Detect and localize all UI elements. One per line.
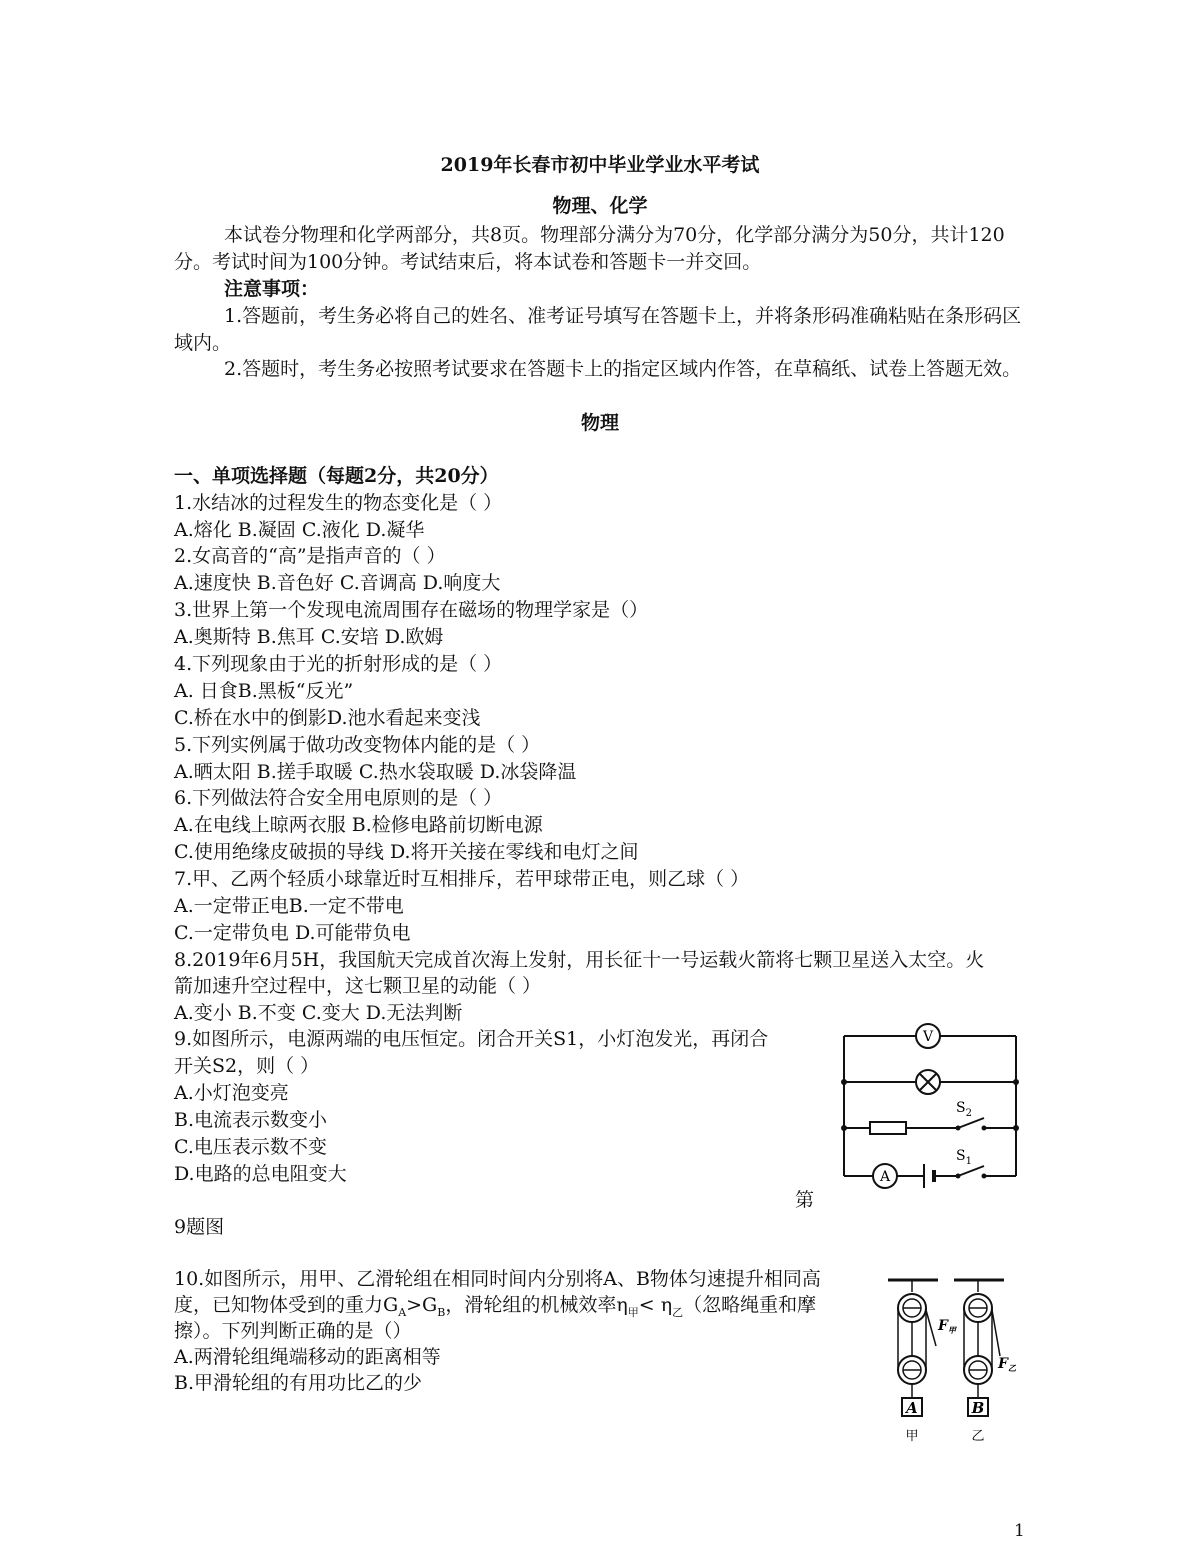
- pulley-yi-fixed-icon: [964, 1294, 992, 1322]
- question-10-line-3: 擦）。下列判断正确的是（）: [174, 1320, 412, 1342]
- force-jia-label: $F_甲$: [938, 1318, 956, 1335]
- question-10-option-a: A.两滑轮组绳端移动的距离相等: [174, 1346, 441, 1368]
- question-9-line-2: 开关S2，则（ ）: [174, 1055, 320, 1077]
- question-5: 5.下列实例属于做功改变物体内能的是（ ）: [174, 734, 541, 756]
- notice-heading: 注意事项：: [224, 278, 320, 300]
- question-3-options: A.奥斯特 B.焦耳 C.安培 D.欧姆: [174, 626, 444, 648]
- question-6-options-1: A.在电线上晾两衣服 B.检修电路前切断电源: [174, 814, 543, 836]
- question-7-options-1: A.一定带正电B.一定不带电: [174, 895, 404, 917]
- q10-text-3: ，滑轮组的机械效率η: [445, 1294, 628, 1316]
- exam-subtitle: 物理、化学: [552, 195, 648, 217]
- question-9-line-1: 9.如图所示，电源两端的电压恒定。闭合开关S1，小灯泡发光，再闭合: [174, 1028, 769, 1050]
- notice-item-1: [174, 303, 1026, 357]
- question-10-option-b: B.甲滑轮组的有用功比乙的少: [174, 1372, 423, 1394]
- intro-text: 本试卷分物理和化学两部分，共8页。物理部分满分为70分，化学部分满分为50分，共计120分。考试时间为100分钟。考试结束后，将本试卷和答题卡一并交回。: [174, 224, 1005, 273]
- q10-sub-a: A: [398, 1305, 407, 1319]
- question-8-line-2: 箭加速升空过程中，这七颗卫星的动能（ ）: [174, 975, 542, 997]
- exam-title: 2019年长春市初中毕业学业水平考试: [440, 154, 760, 176]
- q10-text-2: >G: [406, 1294, 438, 1316]
- q10-text-4: < η: [638, 1294, 673, 1316]
- block-a-label: A: [906, 1399, 918, 1417]
- pulley-diagram: [880, 1270, 1020, 1470]
- question-1-options: A.熔化 B.凝固 C.液化 D.凝华: [174, 519, 425, 541]
- question-8-options: A.变小 B.不变 C.变大 D.无法判断: [174, 1002, 463, 1024]
- switch-s1-label: $S_1$: [956, 1148, 972, 1167]
- pulley-jia-movable-icon: [898, 1356, 926, 1384]
- notice-item-2-text: 2.答题时，考生务必按照考试要求在答题卡上的指定区域内作答，在草稿纸、试卷上答题无效。: [224, 358, 1022, 380]
- label-yi: 乙: [971, 1429, 985, 1444]
- question-9-option-d: D.电路的总电阻变大: [174, 1163, 347, 1185]
- question-7-options-2: C.一定带负电 D.可能带负电: [174, 922, 411, 944]
- question-9-option-c: C.电压表示数不变: [174, 1136, 327, 1158]
- pulley-jia-fixed-icon: [898, 1294, 926, 1322]
- figure-9-caption-2: 9题图: [174, 1216, 225, 1238]
- question-5-options: A.晒太阳 B.搓手取暖 C.热水袋取暖 D.冰袋降温: [174, 761, 577, 783]
- question-9-option-b: B.电流表示数变小: [174, 1109, 328, 1131]
- lamp-icon: [916, 1070, 940, 1094]
- q10-sub-jia: 甲: [627, 1305, 639, 1319]
- page-number: 1: [1014, 1521, 1025, 1541]
- label-jia: 甲: [905, 1429, 919, 1444]
- switch-s2-label: $S_2$: [956, 1100, 972, 1119]
- circuit-diagram: [830, 1022, 1030, 1202]
- pulley-yi-movable-icon: [964, 1356, 992, 1384]
- question-9-option-a: A.小灯泡变亮: [174, 1082, 289, 1104]
- question-7: 7.甲、乙两个轻质小球靠近时互相排斥，若甲球带正电，则乙球（ ）: [174, 868, 750, 890]
- voltmeter-label: V: [922, 1029, 934, 1045]
- question-3: 3.世界上第一个发现电流周围存在磁场的物理学家是（）: [174, 599, 649, 621]
- battery-icon: [924, 1164, 934, 1188]
- subject-heading: 物理: [580, 412, 619, 434]
- notice-item-1-text: 1.答题前，考生务必将自己的姓名、准考证号填写在答题卡上，并将条形码准确粘贴在条形码区域内。: [174, 305, 1022, 354]
- question-2-options: A.速度快 B.音色好 C.音调高 D.响度大: [174, 572, 501, 594]
- section-heading: 一、单项选择题（每题2分，共20分）: [174, 465, 499, 487]
- intro-paragraph: [174, 222, 1026, 276]
- switch-s2-icon: [956, 1100, 987, 1131]
- q10-sub-b: B: [437, 1305, 446, 1319]
- force-yi-label: $F_乙$: [998, 1356, 1016, 1373]
- switch-s1-icon: [956, 1148, 987, 1179]
- question-8-line-1: 8.2019年6月5H，我国航天完成首次海上发射，用长征十一号运载火箭将七颗卫星送入太空。火: [174, 949, 985, 971]
- q10-text-5: （忽略绳重和摩: [683, 1294, 817, 1316]
- question-2: 2.女高音的“高”是指声音的（ ）: [174, 545, 446, 567]
- question-4-options-1: A. 日食B.黑板“反光”: [174, 680, 354, 702]
- question-4: 4.下列现象由于光的折射形成的是（ ）: [174, 653, 503, 675]
- notice-item-2: [174, 356, 1026, 383]
- q10-text-1: 度，已知物体受到的重力G: [174, 1294, 399, 1316]
- block-b-label: B: [971, 1399, 985, 1417]
- voltmeter-icon: [916, 1024, 940, 1048]
- ammeter-label: A: [879, 1169, 891, 1185]
- figure-9-caption-1: 第: [795, 1189, 815, 1211]
- question-6: 6.下列做法符合安全用电原则的是（ ）: [174, 787, 503, 809]
- question-4-options-2: C.桥在水中的倒影D.池水看起来变浅: [174, 707, 481, 729]
- question-1: 1.水结冰的过程发生的物态变化是（ ）: [174, 492, 503, 514]
- question-6-options-2: C.使用绝缘皮破损的导线 D.将开关接在零线和电灯之间: [174, 841, 639, 863]
- question-10-line-1: 10.如图所示，用甲、乙滑轮组在相同时间内分别将A、B物体匀速提升相同高: [174, 1268, 821, 1290]
- q10-sub-yi: 乙: [672, 1305, 684, 1319]
- resistor-icon: [870, 1122, 906, 1134]
- ammeter-icon: [873, 1164, 897, 1188]
